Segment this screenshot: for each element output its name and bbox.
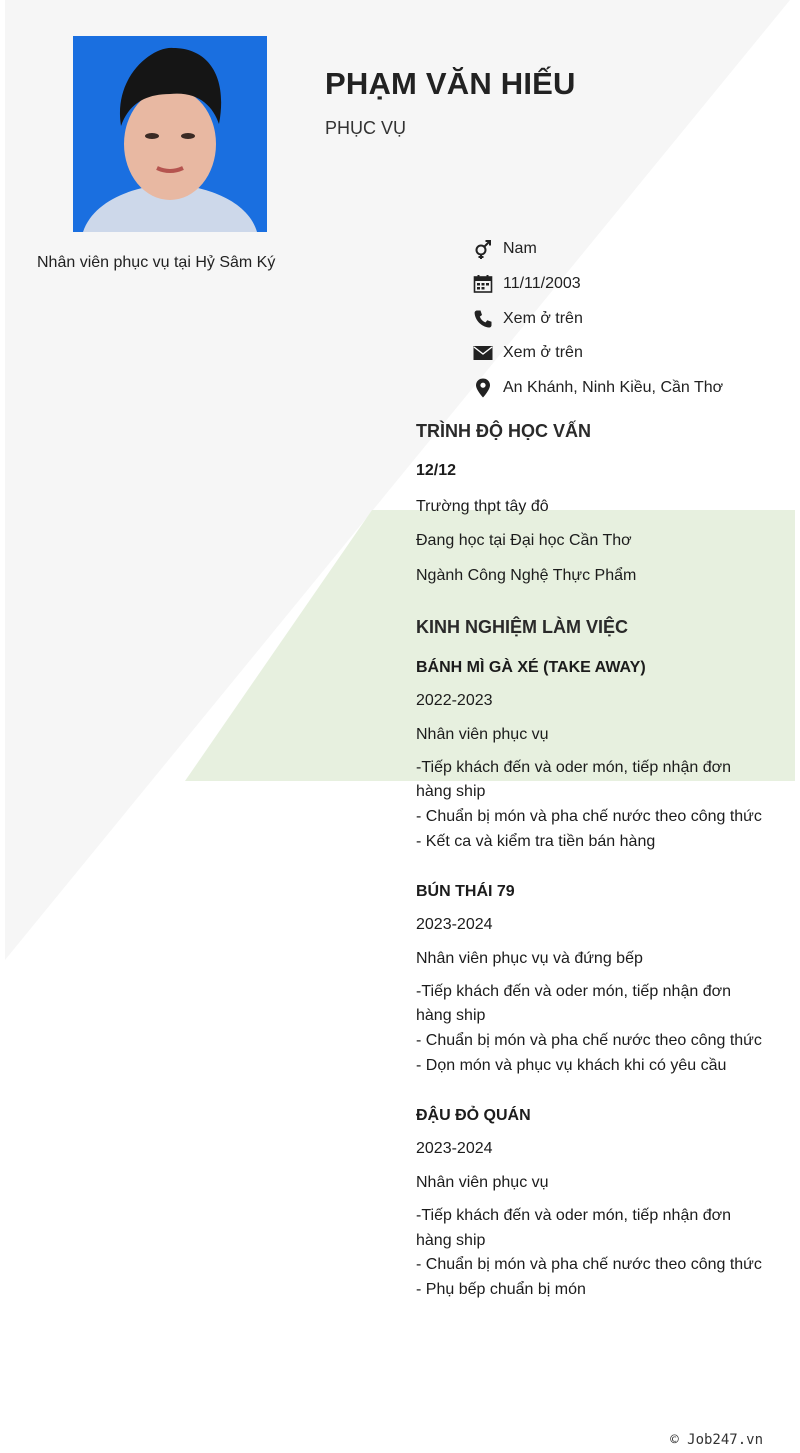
education-major: Ngành Công Nghệ Thực Phẩm [416,566,637,584]
job-description: -Tiếp khách đến và oder món, tiếp nhận đơn hàng ship - Chuẩn bị món và pha chế nước theo công thức - Dọn món và phục vụ khách khi có yêu cầu [416,982,762,1075]
job-company: ĐẬU ĐỎ QUÁN [416,1106,531,1124]
footer-watermark: © Job247.vn [670,1432,763,1448]
job-description: -Tiếp khách đến và oder món, tiếp nhận đơn hàng ship - Chuẩn bị món và pha chế nước theo công thức - Kết ca và kiểm tra tiền bán hàng [416,758,762,850]
mail-icon [472,342,494,364]
calendar-icon [472,273,494,295]
candidate-position: PHỤC VỤ [325,118,407,138]
job-period: 2023-2024 [416,915,493,933]
education-section [416,416,766,588]
job-entry [416,657,766,855]
gender-icon [472,238,494,260]
job-company: BÚN THÁI 79 [416,882,515,900]
contact-address [472,371,792,406]
job-entry [416,881,766,1079]
education-heading: TRÌNH ĐỘ HỌC VẤN [416,421,591,441]
contact-gender [472,232,792,267]
contact-phone [472,301,792,336]
education-school: Trường thpt tây đô [416,497,549,515]
phone-value: Xem ở trên [503,309,583,327]
education-university: Đang học tại Đại học Cần Thơ [416,532,632,549]
job-role: Nhân viên phục vụ [416,1173,549,1191]
profile-photo [73,36,267,232]
birthday-value: 11/11/2003 [503,275,581,293]
contact-info [472,232,792,405]
career-objective: Nhân viên phục vụ tại Hỷ Sâm Ký [37,254,276,271]
job-role: Nhân viên phục vụ [416,725,549,743]
job-period: 2022-2023 [416,691,493,709]
job-entry [416,1105,766,1303]
contact-birthday [472,267,792,302]
job-company: BÁNH MÌ GÀ XÉ (TAKE AWAY) [416,658,646,676]
contact-email [472,336,792,371]
candidate-name: PHẠM VĂN HIẾU [325,66,576,101]
job-description: -Tiếp khách đến và oder món, tiếp nhận đơn hàng ship - Chuẩn bị món và pha chế nước theo công thức - Phụ bếp chuẩn bị món [416,1206,762,1299]
main-content [416,416,766,1303]
job-period: 2023-2024 [416,1139,493,1157]
gender-value: Nam [503,240,537,258]
email-value: Xem ở trên [503,344,583,362]
address-value: An Khánh, Ninh Kiều, Cần Thơ [503,379,724,397]
experience-section [416,612,766,1304]
education-degree: 12/12 [416,462,457,479]
experience-heading: KINH NGHIỆM LÀM VIỆC [416,616,629,637]
location-pin-icon [472,377,494,399]
job-role: Nhân viên phục vụ và đứng bếp [416,949,643,967]
phone-icon [472,308,494,330]
